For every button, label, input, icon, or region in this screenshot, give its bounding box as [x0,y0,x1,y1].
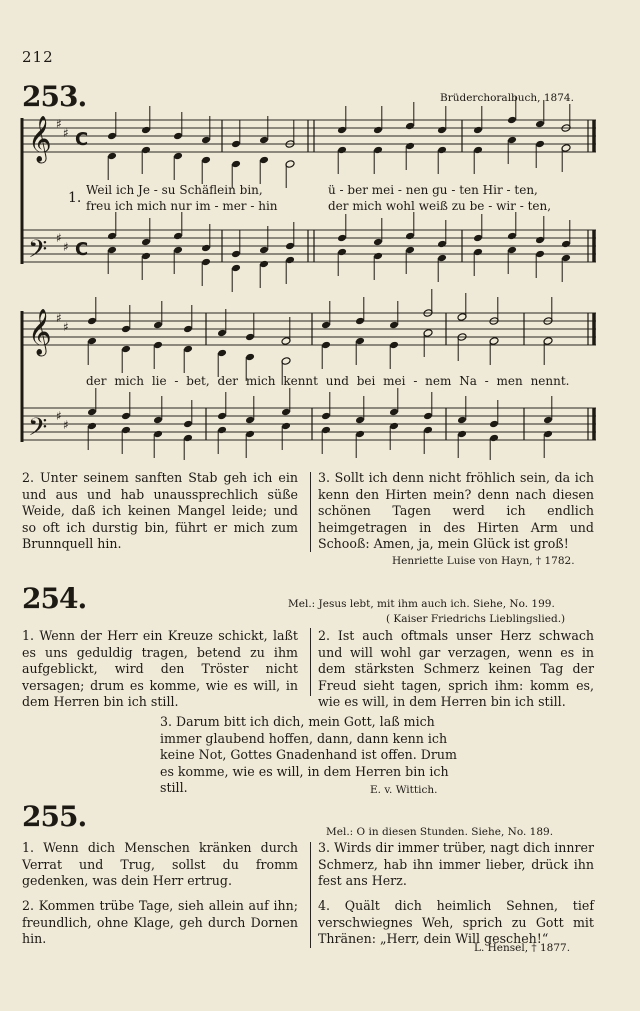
hymn-255-author: L. Hensel, † 1877. [474,942,571,954]
verse-number: 1. [68,190,82,206]
verse-3-line: immer glaubend hoffen, dann, dann kenn ich [160,730,448,746]
hymn-253-number: 253. [22,80,87,113]
bass-clef-icon: 𝄢 [28,235,48,270]
hymn-255-verse-3: 3. Wirds dir immer trüber, nagt dich innrer Schmerz, hab ihn immer lieber, drück ihn fest ans Herz. [318,840,594,889]
staff-bass-2 [22,408,596,440]
hymn-254-number: 254. [22,582,87,615]
svg-text:C: C [75,129,89,150]
verse-3-line: keine Not, Gottes Gnadenhand ist offen. Drum [160,747,457,763]
lyric-line-3: der mich lie - bet, der mich kennt und bei mei - nem Na - men nennt. [86,374,570,388]
svg-text:C: C [75,239,89,260]
hymn-253-verse-2: 2. Unter seinem sanften Stab geh ich ein und aus und hab unaussprechlich süße Weide, daß ich keinen Mangel leide; und so oft ich durstig bin, führt er mich zum Brunnquell hin. [22,470,298,552]
hymn-253-verse-3: 3. Sollt ich denn nicht fröhlich sein, da ich kenn den Hirten mein? denn nach diesen schönen Tagen werd ich endlich heimgetragen in des Hirten Arm und Schooß: Amen, ja, mein Glück ist groß! [318,470,594,552]
svg-text:♯: ♯ [56,231,62,245]
svg-text:♯: ♯ [63,320,69,334]
page-number: 212 [22,48,54,66]
hymn-254-melody: Mel.: Jesus lebt, mit ihm auch ich. Siehe, No. 199. [288,598,555,610]
hymn-255-number: 255. [22,800,87,833]
hymn-254-verse-1: 1. Wenn der Herr ein Kreuze schickt, laßt es uns geduldig tragen, betend zu ihm aufgeblickt, wird den Tröster nicht versagen; drum es komme, wie es will, in dem Herren bin ich still. [22,628,298,710]
svg-text:♯: ♯ [56,117,62,131]
svg-text:♯: ♯ [56,409,62,423]
bass-clef-icon: 𝄢 [28,413,48,448]
hymn-254-author: E. v. Wittich. [370,784,438,796]
hymn-253-author: Henriette Luise von Hayn, † 1782. [392,555,575,567]
verse-3-line: es komme, wie es will, in dem Herren bin ich still. [160,763,449,796]
treble-clef-icon: 𝄞 [28,116,52,162]
lyric-line-1a: Weil ich Je - su Schäflein bin, [86,183,263,197]
hymn-255-melody: Mel.: O in diesen Stunden. Siehe, No. 189. [326,826,554,838]
hymn-255-verse-2: 2. Kommen trübe Tage, sieh allein auf ihn; freundlich, ohne Klage, geh durch Dornen hin. [22,898,298,947]
staff-treble-2 [22,313,596,345]
svg-text:♯: ♯ [63,240,69,254]
lyric-line-1b: freu ich mich nur im - mer - hin [86,199,278,213]
verse-3-line: 3. Darum bitt ich dich, mein Gott, laß mich [160,714,435,729]
hymn-255-verse-4: 4. Quält dich heimlich Sehnen, tief verschwiegnes Weh, sprich zu Gott mit Thränen: „Herr, dein Will gescheh!“ [318,898,594,947]
lyric-line-2b: der mich wohl weiß zu be - wir - ten, [328,199,552,213]
treble-clef-icon: 𝄞 [28,309,52,355]
svg-text:♯: ♯ [63,126,69,140]
svg-text:♯: ♯ [56,311,62,325]
hymn-254-verse-2: 2. Ist auch oftmals unser Herz schwach und will wohl gar verzagen, wenn es in dem stärksten Schmerz keinen Tag der Freud sieht tagen, sprich ihm: komm es, wie es will, in dem Herren bin ich still. [318,628,594,710]
lyric-line-2a: ü - ber mei - nen gu - ten Hir - ten, [328,183,538,197]
svg-text:♯: ♯ [63,418,69,432]
hymn-254-melody-note: ( Kaiser Friedrichs Lieblingslied.) [386,613,566,625]
hymn-253-source: Brüderchoralbuch, 1874. [440,92,574,104]
hymn-255-verse-1: 1. Wenn dich Menschen kränken durch Verrat und Trug, sollst du fromm gedenken, was dein Herr ertrug. [22,840,298,889]
hymn-253-score [0,0,640,460]
